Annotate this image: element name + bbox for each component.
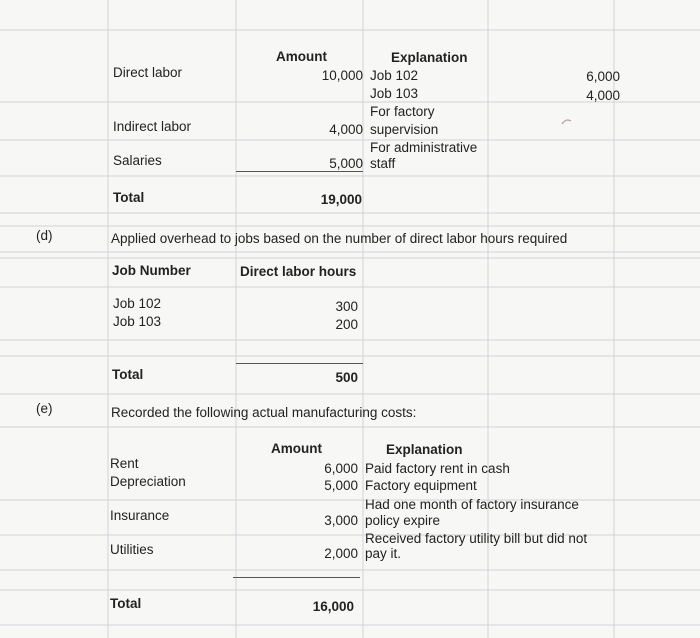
indirect-labor-explanation-1: For factory [370, 104, 435, 119]
insurance-amount: 3,000 [324, 513, 358, 528]
section-e-explanation-header: Explanation [386, 442, 463, 457]
section-e-marker: (e) [36, 401, 53, 416]
insurance-explanation-1: Had one month of factory insurance [365, 497, 579, 512]
rent-amount: 6,000 [324, 461, 358, 476]
direct-labor-job-1: Job 102 [370, 68, 419, 83]
depreciation-amount: 5,000 [324, 478, 358, 493]
depreciation-label: Depreciation [110, 474, 186, 489]
salaries-explanation-1: For administrative [370, 140, 478, 155]
job-103-amount: 4,000 [586, 88, 620, 103]
section-e-amount-header: Amount [271, 441, 322, 456]
utilities-amount: 2,000 [324, 546, 358, 561]
amount-header: Amount [276, 49, 327, 64]
section-c-total-label: Total [113, 190, 145, 205]
utilities-label: Utilities [110, 542, 154, 557]
job-102-amount: 6,000 [586, 69, 620, 84]
rent-label: Rent [110, 456, 139, 471]
total-rule [236, 171, 363, 172]
direct-labor-job-2: Job 103 [370, 86, 419, 101]
insurance-label: Insurance [110, 508, 170, 523]
indirect-labor-amount: 4,000 [329, 122, 363, 137]
section-d-total-label: Total [112, 367, 144, 382]
salaries-label: Salaries [113, 153, 162, 168]
job-number-header: Job Number [112, 263, 191, 278]
direct-labor-hours-header: Direct labor hours [240, 264, 357, 279]
rent-explanation: Paid factory rent in cash [365, 461, 510, 476]
indirect-labor-explanation-2: supervision [370, 122, 439, 137]
direct-labor-label: Direct labor [113, 65, 183, 80]
job-row-1-label: Job 102 [113, 296, 162, 311]
hours-total-rule [236, 363, 363, 364]
explanation-header: Explanation [391, 50, 468, 65]
job-row-1-hours: 300 [335, 299, 358, 314]
checkmark-icon [560, 116, 574, 126]
insurance-explanation-2: policy expire [365, 513, 441, 528]
section-e-description: Recorded the following actual manufacturing costs: [111, 405, 417, 420]
salaries-amount: 5,000 [329, 156, 363, 171]
section-c-total-amount: 19,000 [320, 192, 362, 207]
section-e-total-amount: 16,000 [312, 599, 354, 614]
job-row-2-label: Job 103 [113, 314, 162, 329]
utilities-explanation-1: Received factory utility bill but did not [365, 531, 588, 546]
section-e-total-label: Total [110, 596, 142, 611]
salaries-explanation-2: staff [370, 156, 396, 171]
costs-total-rule [233, 577, 360, 578]
indirect-labor-label: Indirect labor [113, 119, 192, 134]
section-d-total-hours: 500 [335, 370, 358, 385]
section-d-marker: (d) [36, 228, 53, 243]
section-d-description: Applied overhead to jobs based on the number of direct labor hours required [111, 231, 568, 246]
direct-labor-amount: 10,000 [321, 68, 363, 83]
depreciation-explanation: Factory equipment [365, 478, 477, 493]
job-row-2-hours: 200 [335, 317, 358, 332]
utilities-explanation-2: pay it. [365, 546, 402, 561]
